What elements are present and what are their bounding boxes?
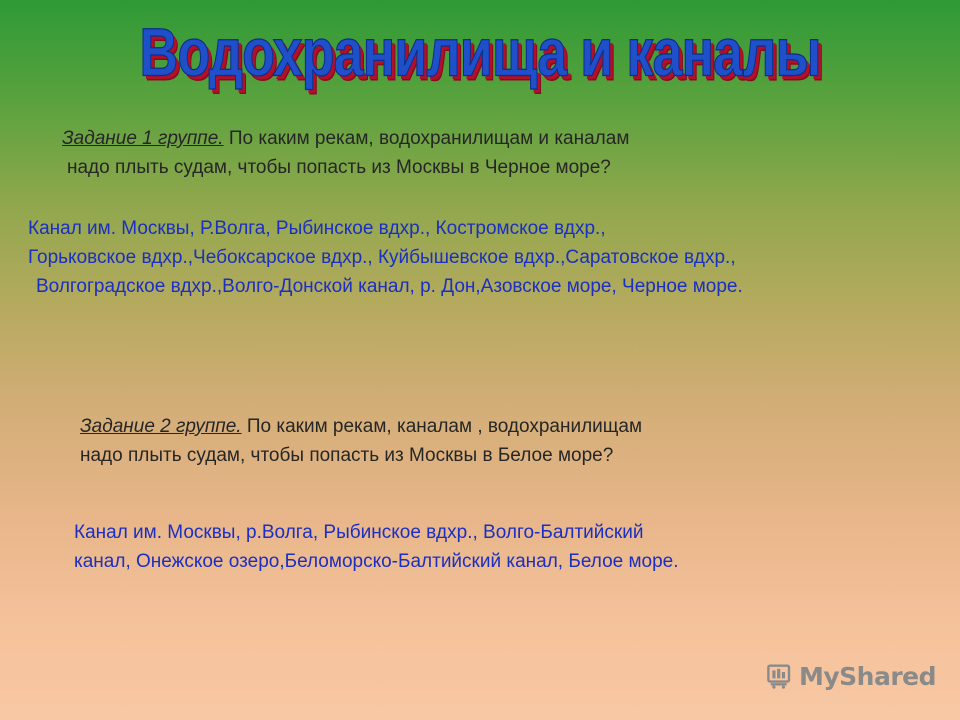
task2-answer-line: Канал им. Москвы, р.Волга, Рыбинское вдхр., Волго-Балтийский [74, 522, 644, 543]
task2-question-line1: По каким рекам, каналам , водохранилищам [241, 416, 643, 437]
mortarboard-icon [766, 659, 793, 693]
task2-answer-line: канал, Онежское озеро,Беломорско-Балтийский канал, Белое море. [74, 551, 679, 572]
task1-label: Задание 1 группе. [62, 128, 224, 149]
task1-question-line2: надо плыть судам, чтобы попасть из Москвы в Черное море? [67, 157, 611, 178]
task1-answer [28, 214, 743, 301]
task1-question-line1: По каким рекам, водохранилищам и каналам [223, 128, 630, 149]
task1-answer-line: Волгоградское вдхр.,Волго-Донской канал, р. Дон,Азовское море, Черное море. [36, 276, 743, 297]
myshared-watermark [766, 656, 936, 696]
task2-answer [74, 518, 679, 576]
slide-title: Водохранилища и каналы [139, 15, 821, 91]
task2-question-line2: надо плыть судам, чтобы попасть из Москвы в Белое море? [80, 445, 614, 466]
watermark-text: MyShared [798, 661, 936, 691]
task1-answer-line: Горьковское вдхр.,Чебоксарское вдхр., Куйбышевское вдхр.,Саратовское вдхр., [28, 247, 736, 268]
task2-label: Задание 2 группе. [80, 416, 242, 437]
task2-question [80, 412, 642, 470]
task1-question [62, 124, 629, 182]
task1-answer-line: Канал им. Москвы, Р.Волга, Рыбинское вдхр., Костромское вдхр., [28, 218, 606, 239]
